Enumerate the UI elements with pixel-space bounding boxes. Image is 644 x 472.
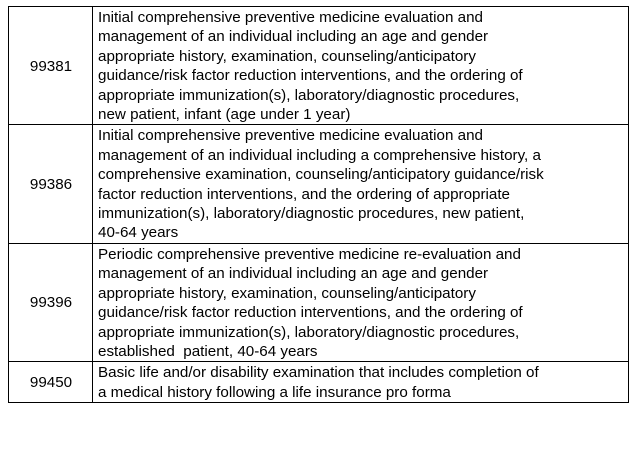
procedure-description xyxy=(93,125,629,243)
procedure-description xyxy=(93,243,629,361)
description-line: appropriate history, examination, counseling/anticipatory xyxy=(98,47,476,65)
procedure-code: 99386 xyxy=(9,125,93,243)
description-line: management of an individual including an age and gender xyxy=(98,265,489,283)
description-line: new patient, infant (age under 1 year) xyxy=(98,106,351,124)
description-line: appropriate immunization(s), laboratory/diagnostic procedures, xyxy=(98,86,520,104)
procedure-code: 99381 xyxy=(9,7,93,125)
description-line: management of an individual including a comprehensive history, a xyxy=(98,146,541,164)
description-line: Periodic comprehensive preventive medicine re-evaluation and xyxy=(98,245,521,263)
description-line: Basic life and/or disability examination that includes completion of xyxy=(98,364,539,382)
procedure-description xyxy=(93,362,629,403)
description-line: Initial comprehensive preventive medicine evaluation and xyxy=(98,9,483,26)
description-line: guidance/risk factor reduction interventions, and the ordering of xyxy=(98,304,523,322)
procedure-code-table xyxy=(8,6,629,403)
description-line: 40-64 years xyxy=(98,224,179,242)
table-row xyxy=(9,243,629,361)
table-row xyxy=(9,7,629,125)
description-line: a medical history following a life insurance pro forma xyxy=(98,383,451,401)
table-row xyxy=(9,125,629,243)
description-line: factor reduction interventions, and the ordering of appropriate xyxy=(98,185,511,203)
table-row xyxy=(9,362,629,403)
procedure-code: 99396 xyxy=(9,243,93,361)
description-line: appropriate immunization(s), laboratory/diagnostic procedures, xyxy=(98,323,520,341)
description-line: established patient, 40-64 years xyxy=(98,342,318,360)
description-line: comprehensive examination, counseling/anticipatory guidance/risk xyxy=(98,166,544,184)
description-line: management of an individual including an age and gender xyxy=(98,28,489,46)
description-line: immunization(s), laboratory/diagnostic procedures, new patient, xyxy=(98,205,525,223)
procedure-code: 99450 xyxy=(9,362,93,403)
description-line: guidance/risk factor reduction interventions, and the ordering of xyxy=(98,67,523,85)
description-line: appropriate history, examination, counseling/anticipatory xyxy=(98,284,476,302)
procedure-description xyxy=(93,7,629,125)
description-line: Initial comprehensive preventive medicine evaluation and xyxy=(98,127,483,145)
